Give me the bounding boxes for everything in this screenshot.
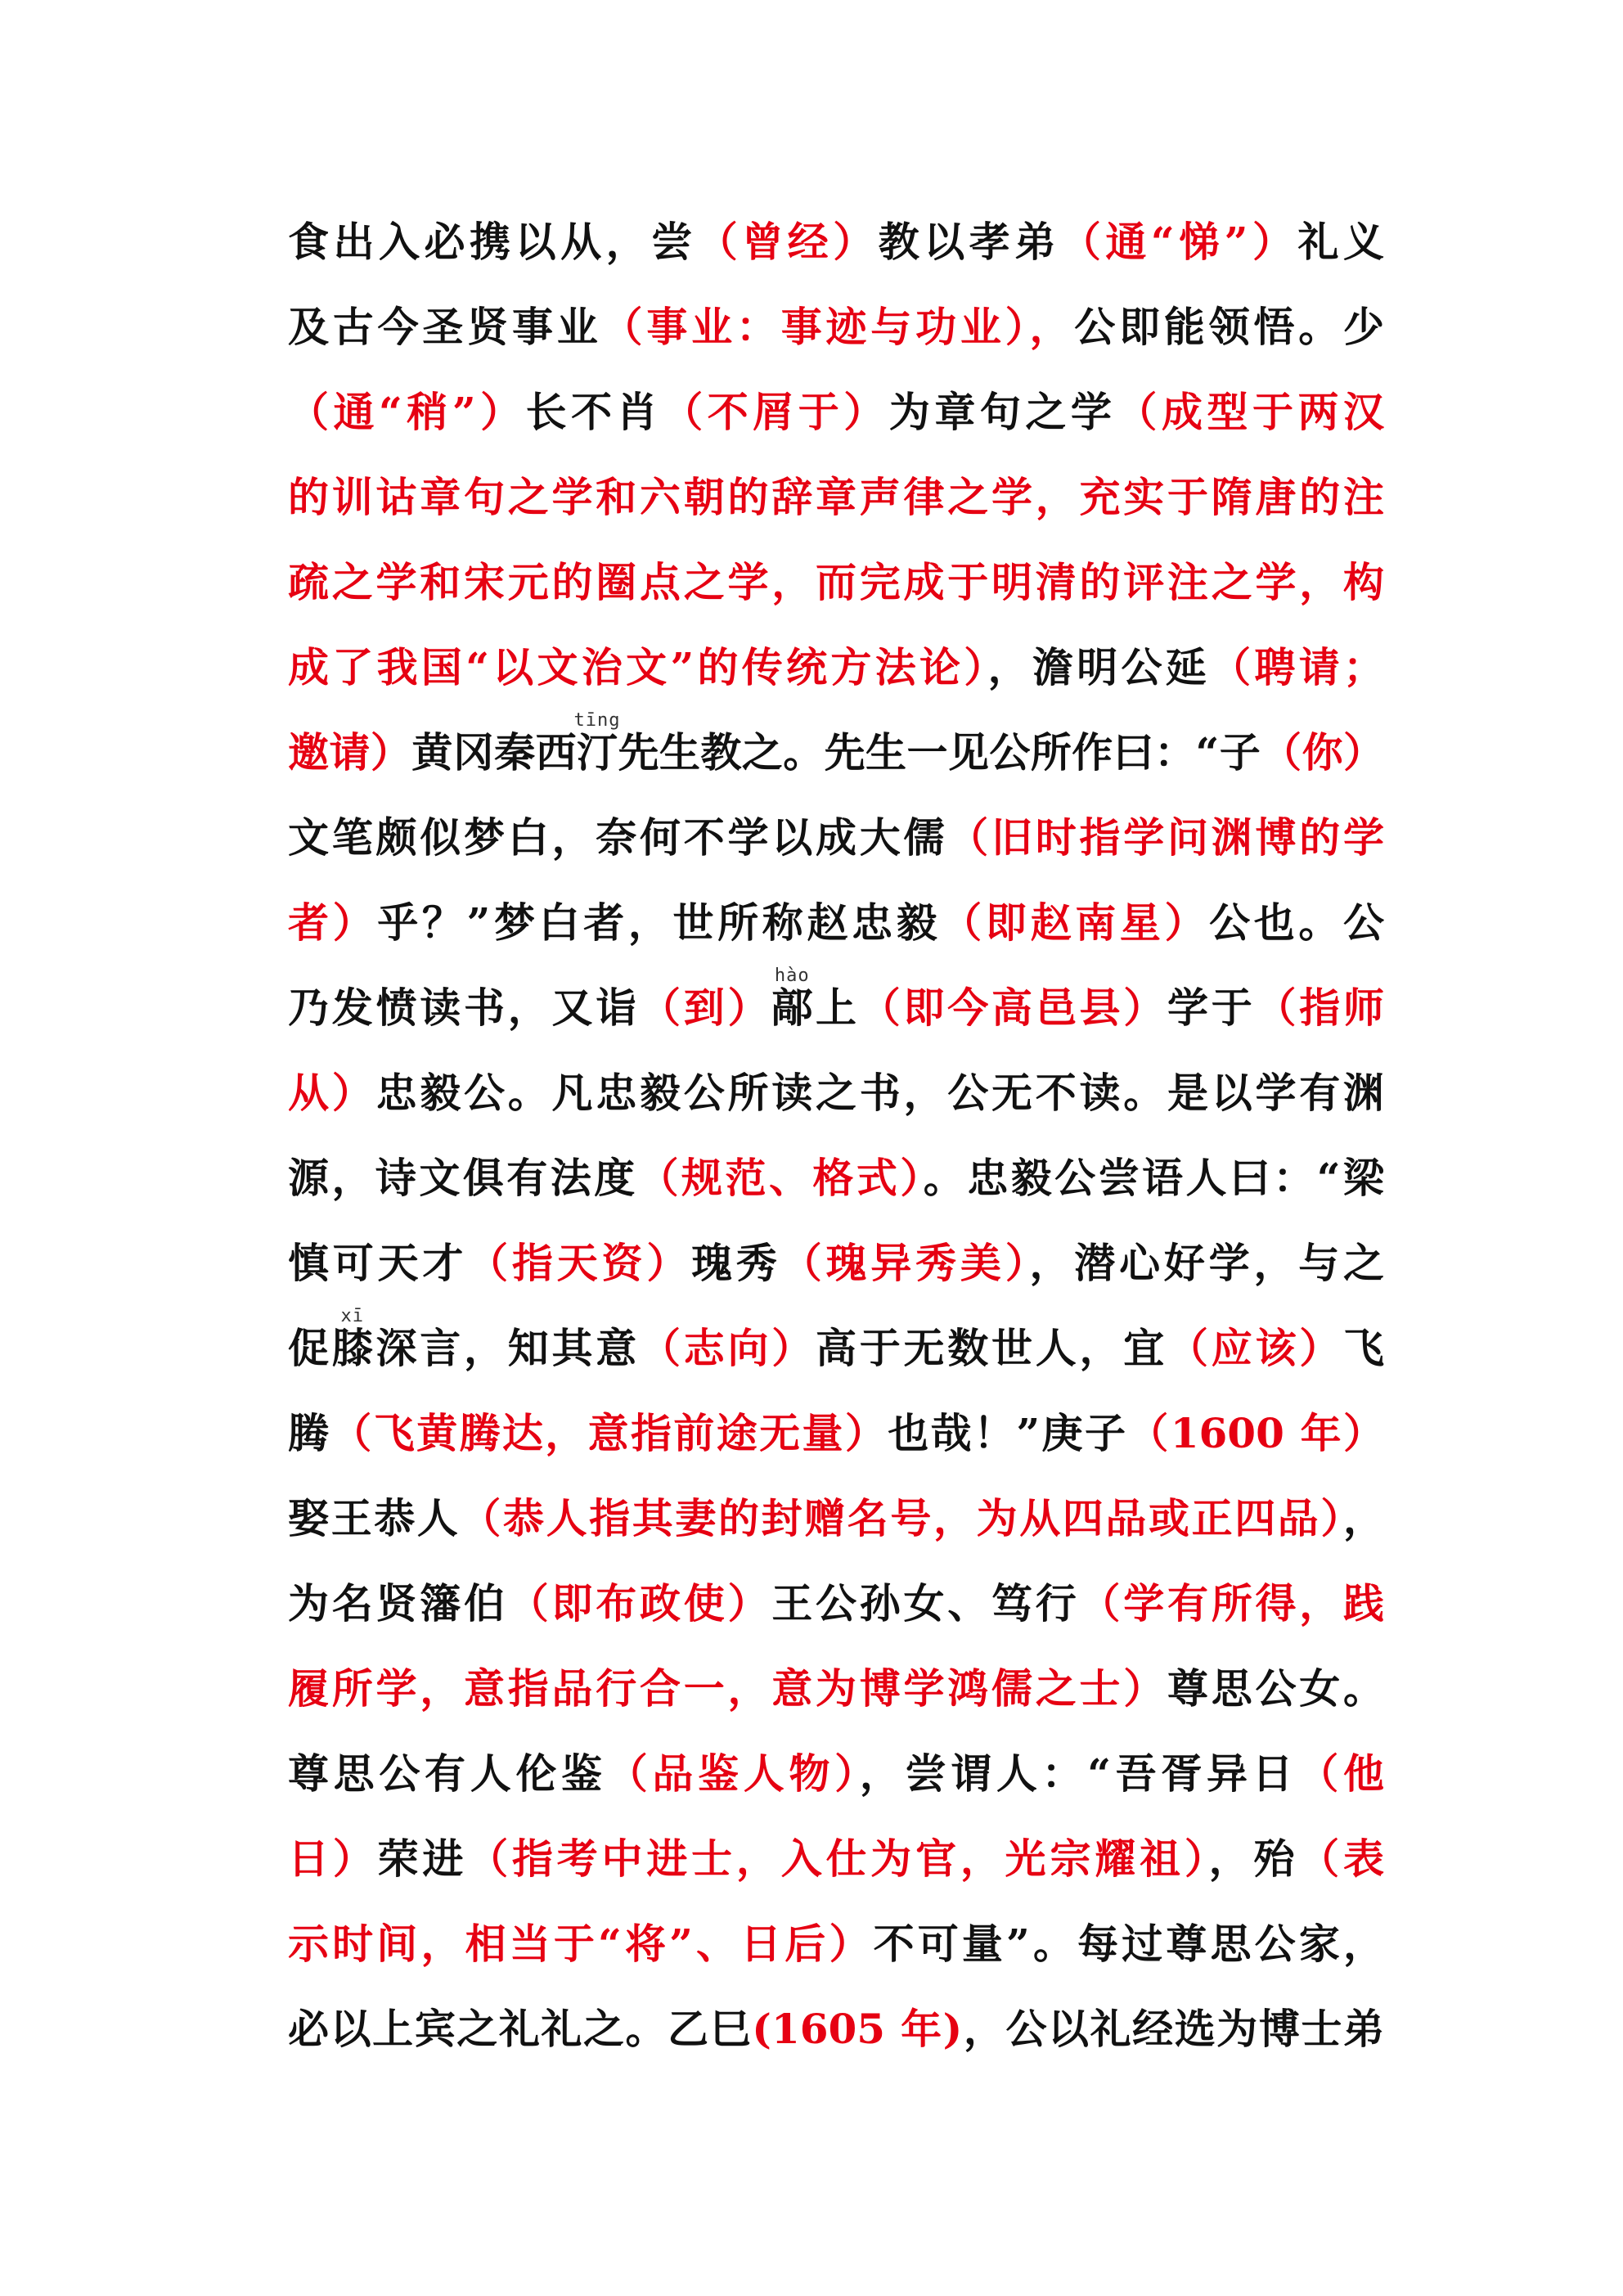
- body-text: 必以上宾之礼礼之。乙巳: [288, 2005, 753, 2053]
- annotation-text: （飞黄腾达，意指前途无量）: [330, 1409, 888, 1457]
- annotation-text: （即今高邑县）: [859, 984, 1167, 1032]
- body-text: 礼义: [1297, 218, 1385, 266]
- body-text: ，殆: [1208, 1835, 1299, 1883]
- body-text: 长不肖: [525, 388, 663, 436]
- text-line: [288, 285, 1384, 370]
- annotation-text: （1600 年）: [1127, 1409, 1385, 1457]
- annotation-text: 履所学，意指品行合一，意为博学鸿儒之士）: [288, 1664, 1167, 1713]
- ruby-annotation: [573, 710, 621, 777]
- body-text: 飞: [1343, 1324, 1384, 1372]
- text-line: [288, 1987, 1384, 2072]
- annotation-text: （恭人指其妻的封赠名号，为从四品或正四品）: [460, 1494, 1344, 1542]
- body-text: 公也。公: [1209, 898, 1385, 947]
- annotation-text: （指天资）: [467, 1239, 692, 1287]
- body-text: 。忠毅公尝语人曰：“梁: [923, 1154, 1385, 1202]
- annotation-text: （曾经）: [696, 218, 879, 266]
- text-line: [288, 625, 1384, 710]
- annotation-text: （即布政使）: [507, 1579, 772, 1627]
- body-text: 文笔颇似梦白，奈何不学以成大儒: [288, 813, 948, 862]
- body-text: 先生教之。先生一见公所作曰：“子: [618, 728, 1261, 777]
- annotation-text: （志向）: [640, 1324, 816, 1372]
- text-line: [288, 1051, 1384, 1136]
- text-line: [288, 540, 1384, 625]
- annotation-text: （旧时指学问渊博的学: [947, 813, 1384, 862]
- annotation-text: 疏之学和宋元的圈点之学，而完成于明清的评注之学，构: [288, 558, 1384, 606]
- body-text: 促: [288, 1324, 332, 1372]
- body-text: ，澹明公延: [987, 643, 1211, 691]
- text-line: [288, 1731, 1384, 1817]
- annotation-text: （品鉴人物）: [606, 1749, 860, 1798]
- annotation-text: （通“稍”）: [288, 388, 526, 436]
- body-text: 乃发愤读书，又诣: [288, 984, 640, 1032]
- text-line: [288, 1817, 1384, 1902]
- body-text: ，潜心好学，与之: [1029, 1239, 1385, 1287]
- annotation-text: （表: [1298, 1835, 1385, 1883]
- text-line: [288, 1391, 1384, 1476]
- body-text: 王公孙女、笃行: [771, 1579, 1080, 1627]
- body-text: 源，诗文俱有法度: [288, 1154, 638, 1202]
- body-text: 深言，知其意: [375, 1324, 640, 1372]
- annotation-text: (1605 年): [752, 2005, 963, 2053]
- annotation-text: （你）: [1261, 728, 1385, 777]
- annotation-text: （聘请；: [1210, 643, 1385, 691]
- annotation-text: 从）: [288, 1069, 376, 1117]
- body-text: 娶王恭人: [288, 1494, 461, 1542]
- ruby-base-char: 鄗: [771, 984, 816, 1032]
- annotation-text: （指师: [1255, 984, 1384, 1032]
- ruby-annotation: [771, 966, 816, 1032]
- annotation-text: （指考中进士，入仕为官，光宗耀祖）: [467, 1835, 1209, 1883]
- annotation-text: （瑰异秀美）: [780, 1239, 1030, 1287]
- text-line: [288, 880, 1384, 966]
- text-line: [288, 1561, 1384, 1646]
- body-text: 黄冈秦西: [411, 728, 578, 777]
- annotation-text: 示时间，相当于“将”、日后）: [288, 1920, 874, 1968]
- annotation-text: （应该）: [1167, 1324, 1343, 1372]
- ruby-base-char: 膝: [331, 1324, 376, 1372]
- document-body: [288, 200, 1384, 2072]
- body-text: 及古今圣贤事业: [288, 303, 602, 351]
- text-line: [288, 1306, 1384, 1391]
- annotation-text: （通“悌”）: [1059, 218, 1298, 266]
- body-text: 上: [816, 984, 860, 1032]
- body-text: 也哉！”庚子: [888, 1409, 1128, 1457]
- annotation-text: 日）: [288, 1835, 378, 1883]
- text-line: [288, 1221, 1384, 1306]
- pinyin-reading: xī: [331, 1306, 373, 1326]
- body-text: 公即能领悟。少: [1074, 303, 1385, 351]
- body-text: 为名贤籓伯: [288, 1579, 508, 1627]
- ruby-annotation: [331, 1306, 376, 1372]
- annotation-text: （事业：事迹与功业），: [601, 303, 1075, 351]
- text-line: [288, 1902, 1384, 1987]
- annotation-text: （不屑于）: [662, 388, 889, 436]
- body-text: 食出入必携以从，尝: [288, 218, 697, 266]
- body-text: 忠毅公。凡忠毅公所读之书，公无不读。是以学有渊: [375, 1069, 1384, 1117]
- annotation-text: 者）: [288, 898, 378, 947]
- body-text: 为章句之学: [888, 388, 1117, 436]
- annotation-text: （规范、格式）: [637, 1154, 924, 1202]
- body-text: 不可量”。每过尊思公家，: [873, 1920, 1384, 1968]
- text-line: [288, 795, 1384, 880]
- text-line: [288, 455, 1384, 540]
- pinyin-reading: tīng: [573, 710, 621, 731]
- annotation-text: （学有所得，践: [1079, 1579, 1384, 1627]
- body-text: ，: [1343, 1494, 1385, 1542]
- body-text: 学于: [1167, 984, 1256, 1032]
- text-line: [288, 1136, 1384, 1221]
- body-text: ，尝谓人：“吾胥异日: [859, 1749, 1298, 1798]
- annotation-text: （他: [1297, 1749, 1385, 1798]
- text-line: [288, 966, 1384, 1051]
- body-text: 高于无数世人，宜: [816, 1324, 1167, 1372]
- text-line: [288, 200, 1384, 285]
- annotation-text: （成型于两汉: [1116, 388, 1385, 436]
- annotation-text: 邀请）: [288, 728, 412, 777]
- text-line: [288, 1476, 1384, 1561]
- body-text: 教以孝弟: [878, 218, 1060, 266]
- ruby-base-char: 汀: [573, 728, 621, 777]
- body-text: ，公以礼经选为博士弟: [962, 2005, 1385, 2053]
- body-text: 荣进: [377, 1835, 468, 1883]
- body-text: 慎可天才: [288, 1239, 468, 1287]
- body-text: 腾: [288, 1409, 331, 1457]
- pinyin-reading: hào: [771, 966, 813, 986]
- body-text: 尊思公女。: [1167, 1664, 1384, 1713]
- annotation-text: 成了我国“以文治文”的传统方法论）: [288, 643, 988, 691]
- body-text: 瑰秀: [691, 1239, 781, 1287]
- annotation-text: 的训诂章句之学和六朝的辞章声律之学，充实于隋唐的注: [288, 473, 1384, 521]
- body-text: 乎？”梦白者，世所称赵忠毅: [377, 898, 942, 947]
- body-text: 尊思公有人伦鉴: [288, 1749, 607, 1798]
- annotation-text: （到）: [640, 984, 772, 1032]
- text-line: [288, 710, 1384, 795]
- annotation-text: （即赵南星）: [941, 898, 1210, 947]
- text-line: [288, 370, 1384, 455]
- text-line: [288, 1646, 1384, 1731]
